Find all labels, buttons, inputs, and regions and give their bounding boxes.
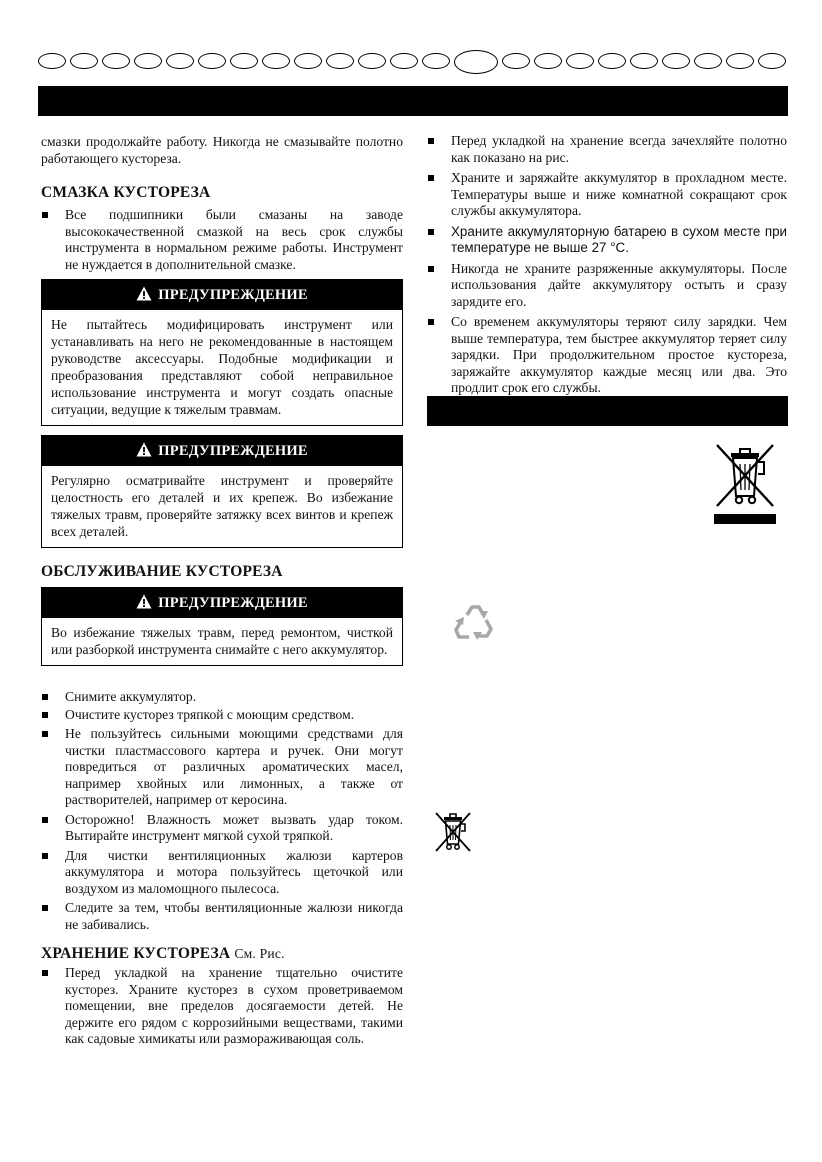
figure-reference: См. Рис. [234,946,285,961]
list-item: Следите за тем, чтобы вентиляционные жалюзи никогда не забивались. [41,900,403,933]
bullet-icon [42,731,48,737]
language-tab [38,53,66,69]
bullet-icon [428,138,434,144]
warning-box-maintenance [41,587,403,666]
storage-section [41,945,403,1048]
warning-triangle-icon [136,594,152,609]
bullet-icon [428,229,434,235]
language-tab [262,53,290,69]
list-item: Для чистки вентиляционных жалюзи картеров аккумулятора и мотора пользуйтесь щеточкой или воздухом из маломощного пылесоса. [41,848,403,898]
storage-continued [427,133,787,397]
bullet-icon [42,970,48,976]
warning-triangle-icon [136,286,152,301]
list-item: Осторожно! Влажность может вызвать удар током. Вытирайте инструмент мягкой сухой тряпкой. [41,812,403,845]
maintenance-section [41,563,403,581]
language-tab [294,53,322,69]
language-tab [102,53,130,69]
bullet-icon [42,694,48,700]
list-item: Снимите аккумулятор. [41,689,403,706]
bullet-icon [42,853,48,859]
bullet-icon [42,712,48,718]
language-tab [534,53,562,69]
warning-triangle-icon [136,442,152,457]
warning-header: ПРЕДУПРЕЖДЕНИЕ [42,436,402,466]
recycle-icon [452,603,496,645]
list-item: Не пользуйтесь сильными моющими средствами для чистки пластмассового картера и ручек. Они могут повредиться от различных ароматических масел, например хвойных или лимонных, а также от растворителей, например от керосина. [41,726,403,809]
list-item: Храните аккумуляторную батарею в сухом месте при температуре не выше 27 °C. [427,224,787,257]
warning-body: Не пытайтесь модифицировать инструмент или устанавливать на него не рекомендованные в настоящем руководстве аксессуары. Подобные модификации и преобразования представляют собой неправильное использование инструмента и могут создать опасные ситуации, ведущие к тяжелым травмам. [51,317,393,417]
language-tab [198,53,226,69]
language-tab [166,53,194,69]
bullet-icon [428,266,434,272]
list-item: Перед укладкой на хранение тщательно очистите кусторез. Храните кусторез в сухом проветриваемом помещении, вне пределов досягаемости детей. Не держите его рядом с коррозийными веществами, такими как садовые химикаты или размораживающая соль. [41,965,403,1048]
warning-box-inspection [41,435,403,548]
warning-header: ПРЕДУПРЕЖДЕНИЕ [42,280,402,310]
language-tab [662,53,690,69]
language-tab [566,53,594,69]
language-tabs [38,50,786,76]
storage-list [41,965,403,1048]
language-tab [598,53,626,69]
list-item: Храните и заряжайте аккумулятор в прохладном месте. Температуры выше и ниже комнатной сокращают срок службы аккумулятора. [427,170,787,220]
environment-header-bar [427,396,788,426]
language-tab [726,53,754,69]
list-item: Перед укладкой на хранение всегда зачехляйте полотно как показано на рис. [427,133,787,166]
language-tab [326,53,354,69]
language-tab-active [454,50,498,74]
bullet-icon [42,817,48,823]
list-item: Все подшипники были смазаны на заводе высококачественной смазкой на весь срок службы инструмента в нормальном режиме работы. Инструмент не нуждается в дополнительной смазке. [41,207,403,273]
intro-paragraph [41,134,403,167]
language-tab [694,53,722,69]
maintenance-list [41,689,403,933]
bullet-icon [428,175,434,181]
warning-header: ПРЕДУПРЕЖДЕНИЕ [42,588,402,618]
language-tab [502,53,530,69]
lubrication-list [41,207,403,273]
bullet-icon [42,212,48,218]
warning-body: Регулярно осматривайте инструмент и проверяйте целостность его деталей и их крепеж. Во избежание тяжелых травм, проверяйте затяжку всех винтов и крепеж всех деталей. [51,473,393,539]
maintenance-title: ОБСЛУЖИВАНИЕ КУСТОРЕЗА [41,563,283,580]
warning-body: Во избежание тяжелых травм, перед ремонтом, чисткой или разборкой инструмента снимайте с него аккумулятор. [51,625,393,657]
language-tab [758,53,786,69]
list-item: Никогда не храните разряженные аккумуляторы. После использования дайте аккумулятору остыть и сразу зарядите его. [427,261,787,311]
storage-list-continued [427,133,787,397]
language-tab [134,53,162,69]
language-tab [358,53,386,69]
intro-text: смазки продолжайте работу. Никогда не смазывайте полотно работающего кустореза. [41,134,403,166]
crossed-bin-small-icon [433,810,473,856]
warning-box-modification [41,279,403,426]
lubrication-section [41,184,403,273]
maintenance-list-wrap [41,689,403,933]
list-item: Очистите кусторез тряпкой с моющим средством. [41,707,403,724]
storage-title: ХРАНЕНИЕ КУСТОРЕЗА См. Рис. [41,945,285,962]
list-item: Со временем аккумуляторы теряют силу зарядки. Чем выше температура, тем быстрее аккумулятор теряет силу зарядки. При продолжительном простое кустореза, заряжайте аккумулятор каждые месяц или два. Это продлит срок его службы. [427,314,787,397]
lubrication-title: СМАЗКА КУСТОРЕЗА [41,184,211,201]
crossed-bin-icon [714,440,776,526]
bullet-icon [42,905,48,911]
section-header-bar [38,86,788,116]
language-tab [230,53,258,69]
language-tab [70,53,98,69]
language-tab [390,53,418,69]
bullet-icon [428,319,434,325]
language-tab [630,53,658,69]
language-tab [422,53,450,69]
